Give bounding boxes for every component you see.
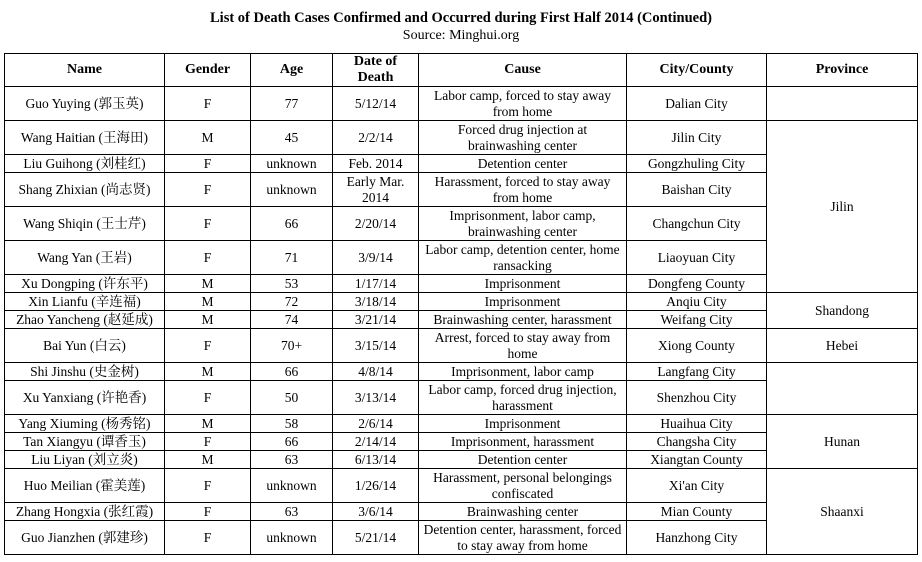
cell-gender: F <box>165 381 251 415</box>
cell-city: Changchun City <box>627 207 767 241</box>
cell-age: 63 <box>251 451 333 469</box>
cell-date: 3/13/14 <box>333 381 419 415</box>
cell-name: Liu Liyan (刘立炎) <box>5 451 165 469</box>
cell-name: Guo Jianzhen (郭建珍) <box>5 521 165 555</box>
cell-city: Weifang City <box>627 311 767 329</box>
cell-age: 71 <box>251 241 333 275</box>
document-title: List of Death Cases Confirmed and Occurred during First Half 2014 (Continued) <box>210 10 712 26</box>
cell-gender: F <box>165 329 251 363</box>
column-header-cause: Cause <box>419 54 627 87</box>
column-header-gender: Gender <box>165 54 251 87</box>
cell-date: 3/9/14 <box>333 241 419 275</box>
column-header-name: Name <box>5 54 165 87</box>
cell-gender: F <box>165 155 251 173</box>
cell-date: Early Mar. 2014 <box>333 173 419 207</box>
cell-date: Feb. 2014 <box>333 155 419 173</box>
cell-gender: F <box>165 469 251 503</box>
column-header-age: Age <box>251 54 333 87</box>
cell-cause: Imprisonment <box>419 293 627 311</box>
cell-gender: M <box>165 275 251 293</box>
cell-date: 6/13/14 <box>333 451 419 469</box>
cell-age: 50 <box>251 381 333 415</box>
table-row <box>5 415 918 433</box>
cell-province: Hebei <box>767 329 918 363</box>
cell-city: Dongfeng County <box>627 275 767 293</box>
cell-date: 2/6/14 <box>333 415 419 433</box>
cell-gender: F <box>165 87 251 121</box>
cell-gender: F <box>165 207 251 241</box>
cell-gender: F <box>165 241 251 275</box>
cell-name: Shi Jinshu (史金树) <box>5 363 165 381</box>
cell-city: Xiong County <box>627 329 767 363</box>
cell-cause: Detention center <box>419 155 627 173</box>
cell-date: 3/18/14 <box>333 293 419 311</box>
cell-gender: F <box>165 433 251 451</box>
cell-city: Jilin City <box>627 121 767 155</box>
cell-city: Langfang City <box>627 363 767 381</box>
table-row <box>5 87 918 121</box>
cell-name: Bai Yun (白云) <box>5 329 165 363</box>
cell-city: Anqiu City <box>627 293 767 311</box>
table-header-row <box>5 54 918 87</box>
cell-name: Huo Meilian (霍美莲) <box>5 469 165 503</box>
cell-age: unknown <box>251 173 333 207</box>
cell-date: 4/8/14 <box>333 363 419 381</box>
table-row <box>5 363 918 381</box>
cell-province <box>767 87 918 121</box>
cell-cause: Imprisonment, labor camp <box>419 363 627 381</box>
cell-date: 5/21/14 <box>333 521 419 555</box>
cell-cause: Detention center <box>419 451 627 469</box>
cell-age: 45 <box>251 121 333 155</box>
cell-province: Jilin <box>767 121 918 293</box>
cell-name: Guo Yuying (郭玉英) <box>5 87 165 121</box>
cell-date: 2/2/14 <box>333 121 419 155</box>
cell-name: Yang Xiuming (杨秀铭) <box>5 415 165 433</box>
cell-date: 1/26/14 <box>333 469 419 503</box>
table-row <box>5 469 918 503</box>
cell-cause: Imprisonment, harassment <box>419 433 627 451</box>
cell-gender: M <box>165 451 251 469</box>
table-row <box>5 329 918 363</box>
cell-cause: Forced drug injection at brainwashing center <box>419 121 627 155</box>
cell-cause: Harassment, forced to stay away from home <box>419 173 627 207</box>
cell-name: Xu Yanxiang (许艳香) <box>5 381 165 415</box>
cell-date: 2/14/14 <box>333 433 419 451</box>
cell-province: Hunan <box>767 415 918 469</box>
cell-age: 74 <box>251 311 333 329</box>
cell-gender: M <box>165 311 251 329</box>
cell-city: Hanzhong City <box>627 521 767 555</box>
cell-name: Wang Shiqin (王士芹) <box>5 207 165 241</box>
cell-date: 3/21/14 <box>333 311 419 329</box>
cell-age: 66 <box>251 433 333 451</box>
death-cases-table <box>4 53 918 555</box>
cell-name: Tan Xiangyu (谭香玉) <box>5 433 165 451</box>
cell-age: unknown <box>251 469 333 503</box>
cell-city: Huaihua City <box>627 415 767 433</box>
cell-age: 70+ <box>251 329 333 363</box>
cell-cause: Labor camp, forced drug injection, harassment <box>419 381 627 415</box>
cell-age: 72 <box>251 293 333 311</box>
cell-city: Xiangtan County <box>627 451 767 469</box>
cell-name: Shang Zhixian (尚志贤) <box>5 173 165 207</box>
cell-name: Zhao Yancheng (赵延成) <box>5 311 165 329</box>
cell-gender: M <box>165 293 251 311</box>
column-header-city: City/County <box>627 54 767 87</box>
cell-cause: Brainwashing center, harassment <box>419 311 627 329</box>
cell-date: 3/15/14 <box>333 329 419 363</box>
cell-age: 53 <box>251 275 333 293</box>
source-line: Source: Minghui.org <box>402 28 520 43</box>
column-header-date: Date of Death <box>333 54 419 87</box>
cell-city: Changsha City <box>627 433 767 451</box>
cell-city: Mian County <box>627 503 767 521</box>
cell-province: Shandong <box>767 293 918 329</box>
cell-gender: M <box>165 363 251 381</box>
cell-city: Shenzhou City <box>627 381 767 415</box>
cell-cause: Harassment, personal belongings confiscated <box>419 469 627 503</box>
cell-name: Wang Yan (王岩) <box>5 241 165 275</box>
table-row <box>5 121 918 155</box>
cell-city: Baishan City <box>627 173 767 207</box>
cell-cause: Labor camp, detention center, home ransacking <box>419 241 627 275</box>
cell-age: 66 <box>251 363 333 381</box>
cell-date: 2/20/14 <box>333 207 419 241</box>
cell-name: Wang Haitian (王海田) <box>5 121 165 155</box>
table-row <box>5 293 918 311</box>
column-header-province: Province <box>767 54 918 87</box>
cell-cause: Labor camp, forced to stay away from home <box>419 87 627 121</box>
cell-name: Xu Dongping (许东平) <box>5 275 165 293</box>
cell-date: 3/6/14 <box>333 503 419 521</box>
cell-age: 58 <box>251 415 333 433</box>
cell-cause: Brainwashing center <box>419 503 627 521</box>
cell-cause: Imprisonment, labor camp, brainwashing center <box>419 207 627 241</box>
cell-date: 1/17/14 <box>333 275 419 293</box>
cell-age: 77 <box>251 87 333 121</box>
cell-age: unknown <box>251 521 333 555</box>
cell-age: 66 <box>251 207 333 241</box>
cell-name: Liu Guihong (刘桂红) <box>5 155 165 173</box>
cell-name: Zhang Hongxia (张红霞) <box>5 503 165 521</box>
cell-city: Gongzhuling City <box>627 155 767 173</box>
cell-gender: M <box>165 121 251 155</box>
cell-province: Shaanxi <box>767 469 918 555</box>
cell-city: Xi'an City <box>627 469 767 503</box>
cell-age: 63 <box>251 503 333 521</box>
cell-cause: Arrest, forced to stay away from home <box>419 329 627 363</box>
cell-name: Xin Lianfu (辛连福) <box>5 293 165 311</box>
cell-province <box>767 363 918 415</box>
cell-gender: F <box>165 521 251 555</box>
cell-date: 5/12/14 <box>333 87 419 121</box>
cell-gender: M <box>165 415 251 433</box>
cell-gender: F <box>165 503 251 521</box>
cell-age: unknown <box>251 155 333 173</box>
cell-gender: F <box>165 173 251 207</box>
cell-city: Liaoyuan City <box>627 241 767 275</box>
cell-cause: Imprisonment <box>419 415 627 433</box>
cell-city: Dalian City <box>627 87 767 121</box>
cell-cause: Imprisonment <box>419 275 627 293</box>
cell-cause: Detention center, harassment, forced to stay away from home <box>419 521 627 555</box>
